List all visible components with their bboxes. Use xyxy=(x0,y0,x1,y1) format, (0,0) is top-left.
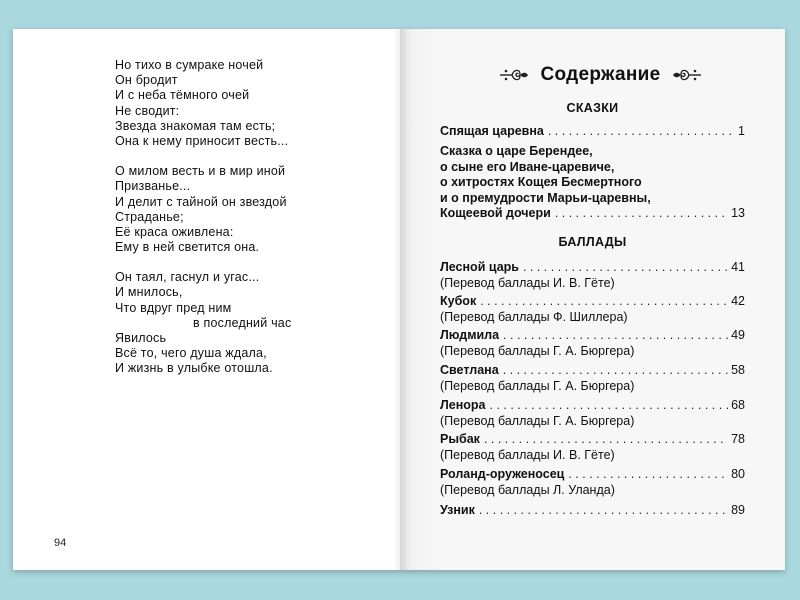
section-heading-skazki: СКАЗКИ xyxy=(566,101,619,115)
toc-entry-title: Кощеевой дочери xyxy=(440,206,551,220)
toc-entry-subtitle: (Перевод баллады И. В. Гёте) xyxy=(440,275,615,290)
leader-dots xyxy=(479,503,728,519)
toc-entry-subtitle: (Перевод баллады Л. Уланда) xyxy=(440,482,615,497)
poem-stanza xyxy=(115,164,385,255)
toc-entry[interactable] xyxy=(440,294,745,325)
toc-header xyxy=(473,60,728,90)
poem-line: Явилось xyxy=(115,331,167,345)
leader-dots xyxy=(555,206,728,222)
toc-entry-title: о хитростях Кощея Бесмертного xyxy=(440,175,642,189)
toc-entry-page: 13 xyxy=(731,206,745,220)
toc-entry[interactable] xyxy=(440,144,745,222)
toc-entry-title: Светлана xyxy=(440,363,499,377)
toc-entry[interactable] xyxy=(440,467,745,498)
poem-line: Он бродит xyxy=(115,73,178,88)
toc-entry[interactable] xyxy=(440,398,745,429)
leader-dots xyxy=(503,363,728,379)
toc-entry-title: Роланд-оруженосец xyxy=(440,467,565,481)
poem-stanza xyxy=(115,58,385,149)
poem-line: Всё то, чего душа ждала, xyxy=(115,346,267,361)
leader-dots xyxy=(480,294,728,310)
leader-dots xyxy=(523,260,728,276)
page-number: 94 xyxy=(54,537,67,549)
toc-entry-title: Людмила xyxy=(440,328,500,342)
toc-entry-page: 41 xyxy=(731,260,745,274)
poem-text xyxy=(115,58,385,392)
poem-line: Не сводит: xyxy=(115,103,180,118)
left-page xyxy=(13,29,400,570)
toc-entry-title: Сказка о царе Берендее, xyxy=(440,144,593,158)
flourish-ornament-icon xyxy=(669,66,703,84)
toc-entry-page: 42 xyxy=(731,294,745,308)
leader-dots xyxy=(490,398,729,414)
toc-entry-title: Лесной царь xyxy=(440,260,519,274)
toc-entry[interactable] xyxy=(440,124,745,140)
toc-entry[interactable] xyxy=(440,432,745,463)
toc-entry-title: Кубок xyxy=(440,294,477,308)
toc-entry-subtitle: (Перевод баллады Г. А. Бюргера) xyxy=(440,378,635,393)
poem-line: Но тихо в сумраке ночей xyxy=(115,58,264,72)
toc-entry-title: Рыбак xyxy=(440,432,480,446)
poem-stanza xyxy=(115,270,385,376)
poem-line: И с неба тёмного очей xyxy=(115,88,250,103)
poem-line: О милом весть и в мир иной xyxy=(115,164,286,179)
book-gutter xyxy=(393,29,407,570)
leader-dots xyxy=(503,328,728,344)
toc-title: Содержание xyxy=(540,64,661,85)
toc-entry-subtitle: (Перевод баллады Ф. Шиллера) xyxy=(440,309,628,324)
toc-entry-title: Ленора xyxy=(440,398,486,412)
flourish-ornament-icon xyxy=(498,66,532,84)
toc-entry-subtitle: (Перевод баллады И. В. Гёте) xyxy=(440,447,615,462)
toc-entry-page: 78 xyxy=(731,432,745,446)
poem-line: Её краса оживлена: xyxy=(115,224,234,239)
toc-entry[interactable] xyxy=(440,503,745,519)
toc-entry-title: и о премудрости Марьи-царевны, xyxy=(440,190,651,205)
poem-line: И делит с тайной он звездой xyxy=(115,194,287,209)
leader-dots xyxy=(548,124,735,140)
poem-line: И жизнь в улыбке отошла. xyxy=(115,361,273,376)
toc-entry-page: 80 xyxy=(731,467,745,481)
poem-line: Он таял, гаснул и угас... xyxy=(115,270,260,285)
poem-line: Ему в ней светится она. xyxy=(115,240,260,255)
toc-entry-page: 68 xyxy=(731,398,745,412)
toc-entry-subtitle: (Перевод баллады Г. А. Бюргера) xyxy=(440,343,635,358)
toc-entry-page: 1 xyxy=(738,124,745,138)
poem-line: И мнилось, xyxy=(115,285,183,300)
toc-entry[interactable] xyxy=(440,260,745,291)
poem-line: Что вдруг пред ним xyxy=(115,300,232,315)
section-heading-ballady: БАЛЛАДЫ xyxy=(558,235,627,249)
toc-entry-page: 49 xyxy=(731,328,745,342)
poem-line: в последний час xyxy=(193,315,292,330)
toc-entry-subtitle: (Перевод баллады Г. А. Бюргера) xyxy=(440,413,635,428)
toc-entry-page: 89 xyxy=(731,503,745,517)
poem-line: Призванье... xyxy=(115,179,191,194)
leader-dots xyxy=(484,432,728,448)
poem-line: Она к нему приносит весть... xyxy=(115,133,289,148)
toc-entry-title: о сыне его Иване-царевиче, xyxy=(440,159,615,174)
toc-entry-title: Узник xyxy=(440,503,475,517)
toc-entry[interactable] xyxy=(440,363,745,394)
toc-entry-title: Спящая царевна xyxy=(440,124,544,138)
poem-line: Звезда знакомая там есть; xyxy=(115,118,276,133)
leader-dots xyxy=(568,467,728,483)
toc-entry-page: 58 xyxy=(731,363,745,377)
poem-line: Страданье; xyxy=(115,209,184,224)
toc-entry[interactable] xyxy=(440,328,745,359)
